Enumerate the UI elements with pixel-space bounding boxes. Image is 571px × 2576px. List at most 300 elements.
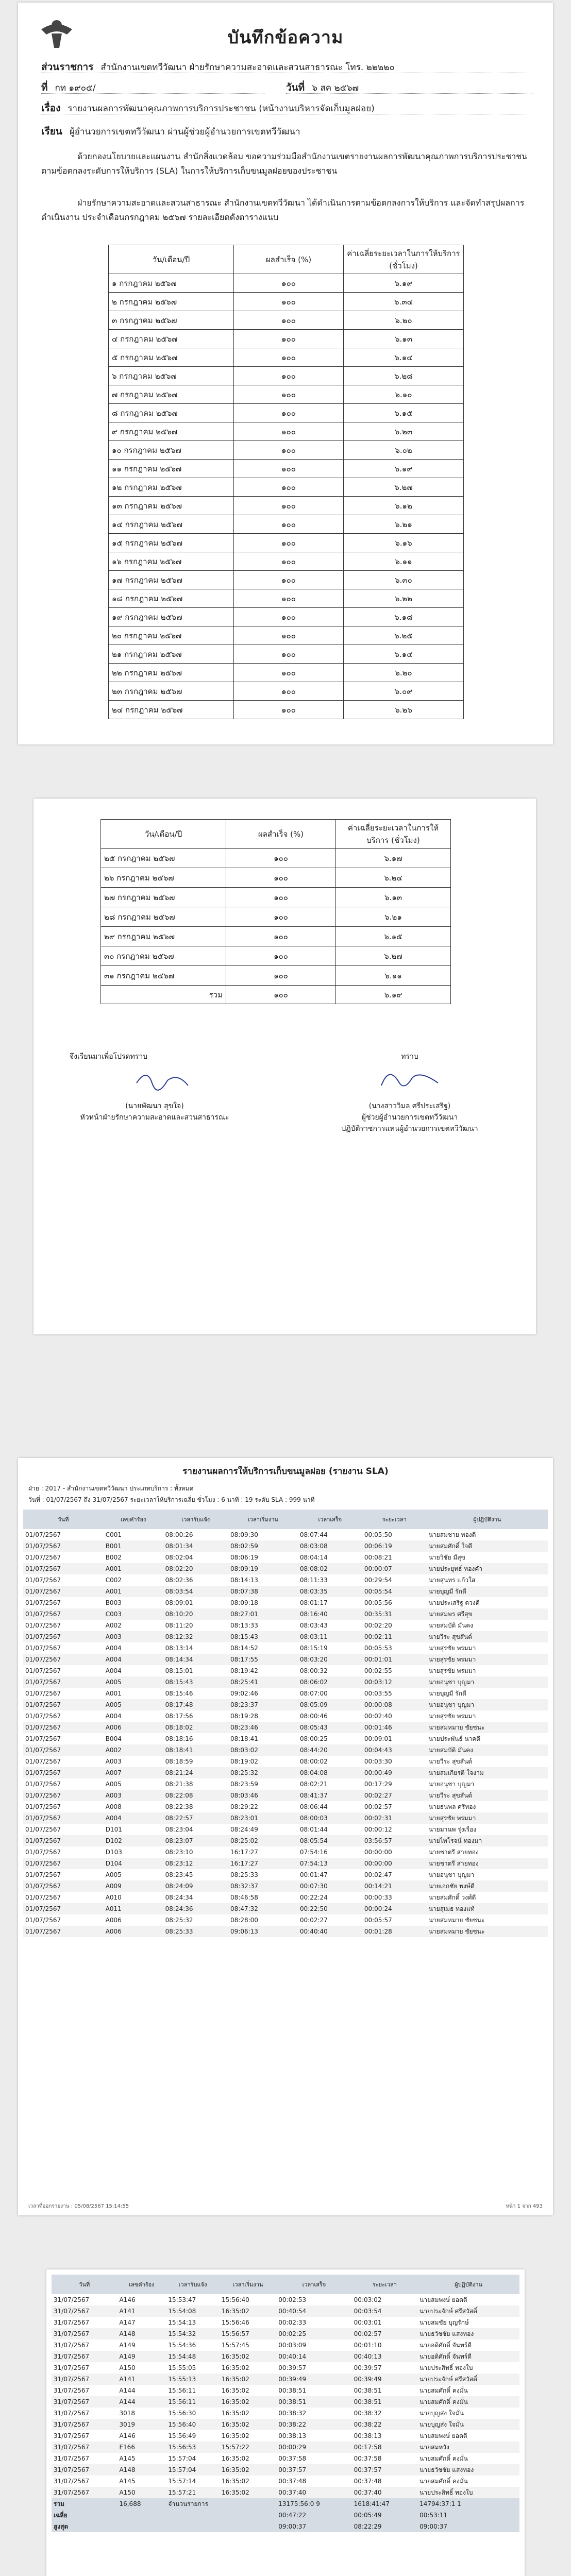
cell-staff: นายอนุชา บุญมา (427, 1676, 548, 1688)
row-avg: ๖.๑๐ (344, 385, 464, 404)
cell-duration: 00:37:40 (352, 2487, 417, 2498)
cell-finish: 08:16:40 (298, 1608, 362, 1620)
cell-date: 01/07/2567 (23, 1699, 104, 1710)
row-date: ๒๒ กรกฎาคม ๒๕๖๗ (109, 664, 234, 682)
summary-count (117, 2521, 166, 2532)
row-date: ๒๗ กรกฎาคม ๒๕๖๗ (101, 888, 226, 907)
cell-duration: 00:05:54 (362, 1586, 427, 1597)
cell-request-id: A004 (104, 1654, 163, 1665)
report-row (23, 1824, 548, 1835)
cell-start: 08:14:52 (230, 1645, 258, 1652)
total-avg: ๖.๑๙ (336, 986, 451, 1004)
left-signature-icon (131, 1062, 193, 1098)
cell-staff: นายอดิศักดิ์ จันทร์ดี (419, 2341, 472, 2349)
cell-duration: 00:02:47 (364, 1871, 392, 1878)
cell-date: 01/07/2567 (25, 1622, 61, 1629)
table-row (109, 404, 464, 422)
cell-duration: 00:01:46 (362, 1722, 427, 1733)
cell-date: 01/07/2567 (23, 1586, 104, 1597)
cell-request-id: D104 (104, 1858, 163, 1869)
cell-received: 08:23:07 (163, 1835, 228, 1846)
cell-date: 01/07/2567 (23, 1926, 104, 1937)
ref-value: กท ๑๙๐๕/ (55, 83, 96, 93)
cell-request-id: B002 (105, 1554, 122, 1561)
report-row (52, 2396, 519, 2408)
table-row (109, 682, 464, 701)
summary-total-1: 09:00:37 (278, 2523, 307, 2530)
cell-staff: นายธวัชชัย แสงทอง (417, 2464, 519, 2476)
cell-start: 16:35:02 (220, 2374, 276, 2385)
table-row (109, 664, 464, 682)
cell-request-id: A148 (117, 2464, 166, 2476)
row-pct: ๑๐๐ (234, 311, 344, 330)
right-sig-heading: ทราบ (401, 1053, 418, 1061)
cell-duration: 00:01:28 (362, 1926, 427, 1937)
row-pct: ๑๐๐ (226, 966, 336, 986)
row-date: ๒๕ กรกฎาคม ๒๕๖๗ (101, 849, 226, 868)
cell-duration: 00:39:49 (352, 2374, 417, 2385)
cell-start: 08:29:22 (230, 1803, 258, 1810)
cell-received: 15:54:36 (168, 2342, 196, 2349)
to-value: ผู้อำนวยการเขตทวีวัฒนา ผ่านผู้ช่วยผู้อำนวยการเขตทวีวัฒนา (69, 127, 300, 137)
cell-finish: 00:38:22 (276, 2419, 351, 2430)
dept-label: ส่วนราชการ (41, 61, 94, 73)
cell-date: 01/07/2567 (23, 1744, 104, 1756)
cell-start: 08:06:19 (230, 1554, 258, 1561)
row-date: ๒๙ กรกฎาคม ๒๕๖๗ (101, 927, 226, 946)
date-label: วันที่ (286, 82, 305, 93)
cell-finish: 08:41:37 (298, 1790, 362, 1801)
cell-finish: 00:02:27 (299, 1917, 328, 1924)
cell-staff: นายสมศักดิ์ คงมั่น (417, 2396, 519, 2408)
row-pct: ๑๐๐ (234, 330, 344, 348)
cell-received: 08:03:54 (163, 1586, 228, 1597)
cell-received: 08:10:20 (163, 1608, 228, 1620)
cell-start: 16:35:02 (221, 2387, 249, 2394)
report-row (23, 1586, 548, 1597)
cell-finish: 08:03:08 (298, 1540, 362, 1552)
cell-finish: 08:04:14 (299, 1554, 328, 1561)
row-date: ๒๖ กรกฎาคม ๒๕๖๗ (101, 868, 226, 888)
cell-start: 15:56:46 (221, 2319, 249, 2326)
cell-duration: 00:01:01 (362, 1654, 427, 1665)
table-row (109, 534, 464, 552)
row-date: ๑๙ กรกฎาคม ๒๕๖๗ (109, 608, 234, 626)
cell-duration: 00:38:13 (354, 2432, 382, 2439)
cell-date: 01/07/2567 (23, 1835, 104, 1846)
cell-date: 01/07/2567 (23, 1767, 104, 1778)
memo-paragraph-1: ด้วยกองนโยบายและแผนงาน สำนักสิ่งแวดล้อม ขอความร่วมมือสำนักงานเขตรายงานผลการพัฒนาคุณภาพการบริการประชาชน ตามข้อตกลงระดับการให้บริการ (SLA) ในการให้บริการเก็บขนมูลฝอยของประชาชน (41, 151, 528, 176)
cell-staff: นายสมพงษ์ ยอดดี (419, 2296, 467, 2303)
cell-duration: 00:14:21 (362, 1880, 427, 1892)
cell-received: 15:56:11 (168, 2387, 196, 2394)
summary-label: รวม (54, 2500, 65, 2507)
report-col-header: เวลาเริ่มงาน (220, 2275, 276, 2294)
cell-staff: นายสมหวัง (417, 2442, 519, 2453)
cell-received: 15:56:11 (166, 2396, 220, 2408)
report-row (23, 1801, 548, 1812)
cell-date: 01/07/2567 (23, 1722, 104, 1733)
cell-duration: 00:00:00 (364, 1849, 392, 1856)
cell-finish: 00:37:58 (278, 2455, 307, 2462)
to-label: เรียน (41, 126, 62, 137)
cell-duration: 00:17:29 (364, 1781, 392, 1788)
cell-duration: 00:02:31 (362, 1812, 427, 1824)
report-row (52, 2430, 519, 2442)
report-row (23, 1710, 548, 1722)
cell-start: 08:25:33 (230, 1871, 258, 1878)
row-pct: ๑๐๐ (234, 348, 344, 367)
row-date: ๔ กรกฎาคม ๒๕๖๗ (109, 330, 234, 348)
cell-received: 08:23:10 (165, 1849, 193, 1856)
cell-duration: 00:02:40 (364, 1713, 392, 1720)
report-row (23, 1642, 548, 1654)
cell-start: 08:25:02 (228, 1835, 298, 1846)
cell-staff: นายชาตรี สายทอง (428, 1848, 479, 1856)
cell-request-id: A011 (104, 1903, 163, 1914)
report-row (52, 2294, 519, 2306)
cell-request-id: A141 (117, 2374, 166, 2385)
cell-finish: 00:22:50 (298, 1903, 362, 1914)
cell-date: 01/07/2567 (23, 1903, 104, 1914)
cell-received: 15:56:30 (168, 2410, 196, 2417)
row-avg: ๖.๑๙ (344, 460, 464, 478)
cell-duration: 00:00:49 (362, 1767, 427, 1778)
cell-date: 31/07/2567 (52, 2487, 117, 2498)
cell-request-id: A004 (104, 1812, 163, 1824)
cell-duration: 00:00:00 (362, 1858, 427, 1869)
cell-staff: นายสมหมาย ชัยชนะ (427, 1926, 548, 1937)
summary-count: 16,688 (119, 2500, 141, 2507)
cell-finish: 00:39:49 (276, 2374, 351, 2385)
cell-request-id: A003 (105, 1758, 122, 1765)
table-row (109, 348, 464, 367)
cell-duration: 00:02:57 (352, 2328, 417, 2340)
row-date: ๑๒ กรกฎาคม ๒๕๖๗ (109, 478, 234, 497)
cell-request-id: A002 (104, 1744, 163, 1756)
cell-staff: นายสมศักดิ์ วงศ์ดี (428, 1893, 476, 1901)
cell-staff: นายสมพร ศรีสุข (427, 1608, 548, 1620)
cell-start: 08:25:41 (228, 1676, 298, 1688)
row-avg: ๖.๒๗ (336, 946, 451, 966)
cell-duration: 00:38:22 (352, 2419, 417, 2430)
row-pct: ๑๐๐ (234, 608, 344, 626)
row-avg: ๖.๑๓ (344, 330, 464, 348)
row-avg: ๖.๒๑ (336, 907, 451, 927)
cell-received: 15:54:32 (166, 2328, 220, 2340)
cell-duration: 00:02:57 (364, 1803, 392, 1810)
cell-staff: นายสมศักดิ์ คงมั่น (419, 2477, 468, 2485)
cell-finish: 08:01:17 (299, 1599, 328, 1606)
cell-finish: 08:07:44 (299, 1531, 328, 1538)
table-row (109, 552, 464, 571)
cell-date: 01/07/2567 (25, 1917, 61, 1924)
cell-received: 15:57:04 (166, 2464, 220, 2476)
cell-finish: 00:22:24 (299, 1894, 328, 1901)
cell-received: 08:18:02 (163, 1722, 228, 1733)
cell-finish: 08:15:19 (299, 1645, 328, 1652)
row-pct: ๑๐๐ (226, 849, 336, 868)
report-row (52, 2317, 519, 2328)
summary-label: เฉลี่ย (54, 2511, 68, 2519)
ref-label: ที่ (41, 82, 48, 93)
report-row (52, 2340, 519, 2351)
cell-date: 01/07/2567 (25, 1781, 61, 1788)
cell-start: 08:15:43 (228, 1631, 298, 1642)
summary-total-1: 13175:56:0 9 (278, 2500, 320, 2507)
cell-start: 08:03:02 (228, 1744, 298, 1756)
row-pct: ๑๐๐ (234, 422, 344, 441)
cell-finish: 00:00:29 (276, 2442, 351, 2453)
report-row (23, 1926, 548, 1937)
table-row (109, 589, 464, 608)
cell-start: 16:35:02 (220, 2351, 276, 2362)
report-row (23, 1812, 548, 1824)
cell-received: 08:17:56 (165, 1713, 193, 1720)
cell-staff: นายประสิทธิ์ ทองใบ (419, 2364, 473, 2371)
cell-received: 08:17:48 (163, 1699, 228, 1710)
table-row (101, 849, 451, 868)
cell-received: 08:13:14 (165, 1645, 193, 1652)
cell-start: 16:35:02 (220, 2396, 276, 2408)
summary-row (52, 2510, 519, 2521)
cell-date: 01/07/2567 (23, 1563, 104, 1574)
cell-date: 01/07/2567 (23, 1608, 104, 1620)
cell-request-id: A145 (119, 2478, 136, 2485)
cell-staff: นายวีระ สุขสันต์ (428, 1757, 472, 1765)
cell-finish: 08:00:03 (298, 1812, 362, 1824)
row-pct: ๑๐๐ (226, 868, 336, 888)
cell-staff: นายสมหมาย ชัยชนะ (428, 1916, 485, 1924)
row-pct: ๑๐๐ (234, 441, 344, 460)
row-pct: ๑๐๐ (234, 701, 344, 719)
cell-staff: นายสมเกียรติ ใจงาม (427, 1767, 548, 1778)
right-signature-block (322, 1051, 497, 1134)
cell-finish: 08:00:25 (299, 1735, 328, 1742)
cell-staff: นายสุรชัย พรมมา (428, 1712, 476, 1720)
cell-staff: นายสุรชัย พรมมา (428, 1644, 476, 1652)
row-date: ๒๐ กรกฎาคม ๒๕๖๗ (109, 626, 234, 645)
row-avg: ๖.๑๔ (344, 348, 464, 367)
table-row (109, 330, 464, 348)
report-row (52, 2362, 519, 2374)
row-date: ๑๓ กรกฎาคม ๒๕๖๗ (109, 497, 234, 515)
cell-request-id: A002 (105, 1622, 122, 1629)
cell-finish: 00:02:53 (278, 2296, 307, 2303)
report-row (23, 1552, 548, 1563)
table-row (109, 515, 464, 534)
row-pct: ๑๐๐ (234, 682, 344, 701)
cell-received: 08:09:01 (165, 1599, 193, 1606)
cell-start: 16:35:02 (221, 2364, 249, 2371)
cell-finish: 00:38:13 (278, 2432, 307, 2439)
report-col-header: เลขคำร้อง (117, 2275, 166, 2294)
cell-staff: นายบุญส่ง ใจมั่น (419, 2409, 464, 2417)
cell-staff: นายสมบัติ มั่นคง (427, 1744, 548, 1756)
cell-staff: นายสมศักดิ์ ใจดี (427, 1540, 548, 1552)
report-row (52, 2351, 519, 2362)
right-sig-position-2: ปฏิบัติราชการแทนผู้อำนวยการเขตทวีวัฒนา (341, 1125, 478, 1133)
row-date: ๑ กรกฎาคม ๒๕๖๗ (109, 274, 234, 293)
cell-request-id: A150 (117, 2487, 166, 2498)
cell-duration: 00:05:53 (364, 1645, 392, 1652)
cell-staff: นายวีระ สุขสันต์ (427, 1790, 548, 1801)
cell-start: 15:57:22 (220, 2442, 276, 2453)
cell-start: 08:18:41 (230, 1735, 258, 1742)
cell-request-id: A005 (104, 1676, 163, 1688)
subject-value: รายงานผลการพัฒนาคุณภาพการบริการประชาชน (หน้างานบริหารจัดเก็บมูลฝอย) (68, 104, 375, 114)
cell-received: 08:24:34 (165, 1894, 193, 1901)
subject-label: เรื่อง (41, 103, 61, 114)
cell-finish: 00:37:40 (276, 2487, 351, 2498)
cell-staff: นายอนุชา บุญมา (428, 1780, 475, 1788)
cell-start: 15:57:45 (221, 2342, 249, 2349)
cell-finish: 08:04:08 (298, 1767, 362, 1778)
cell-finish: 08:03:43 (299, 1622, 328, 1629)
cell-staff: นายประเสริฐ ดวงดี (428, 1599, 480, 1606)
cell-start: 08:09:30 (230, 1531, 258, 1538)
row-pct: ๑๐๐ (234, 274, 344, 293)
report-row (23, 1767, 548, 1778)
cell-request-id: D101 (105, 1826, 122, 1833)
report-table (23, 1510, 548, 1937)
cell-duration: 00:03:30 (364, 1758, 392, 1765)
row-pct: ๑๐๐ (226, 888, 336, 907)
cell-start: 16:17:27 (230, 1849, 258, 1856)
cell-duration: 00:35:31 (362, 1608, 427, 1620)
row-date: ๖ กรกฎาคม ๒๕๖๗ (109, 367, 234, 385)
row-avg: ๖.๒๔ (336, 868, 451, 888)
cell-finish: 07:54:16 (299, 1849, 328, 1856)
cell-finish: 08:05:09 (298, 1699, 362, 1710)
row-avg: ๖.๒๓ (344, 422, 464, 441)
cell-staff: นายธนพล ศรีทอง (428, 1803, 476, 1810)
cell-start: 08:32:37 (228, 1880, 298, 1892)
cell-duration: 00:00:08 (362, 1699, 427, 1710)
total-row (101, 986, 451, 1004)
summary-total-3: 14794:37:1 1 (419, 2500, 461, 2507)
cell-start: 08:46:58 (230, 1894, 258, 1901)
report-col-header: เวลารับแจ้ง (166, 2275, 220, 2294)
cell-request-id: B001 (104, 1540, 163, 1552)
cell-finish: 00:07:30 (298, 1880, 362, 1892)
row-date: ๓๐ กรกฎาคม ๒๕๖๗ (101, 946, 226, 966)
cell-finish: 00:03:09 (278, 2342, 307, 2349)
cell-date: 01/07/2567 (25, 1849, 61, 1856)
summary-total-3: 00:53:11 (419, 2512, 448, 2519)
cell-start: 16:35:02 (220, 2487, 276, 2498)
cell-received: 08:02:20 (163, 1563, 228, 1574)
cell-date: 01/07/2567 (23, 1858, 104, 1869)
cell-duration: 00:09:01 (364, 1735, 392, 1742)
report-row (23, 1914, 548, 1926)
cell-received: 08:11:20 (165, 1622, 193, 1629)
cell-request-id: A004 (105, 1645, 122, 1652)
report-row (23, 1790, 548, 1801)
cell-duration: 00:02:27 (362, 1790, 427, 1801)
cell-start: 16:35:02 (220, 2419, 276, 2430)
row-avg: ๖.๒๑ (344, 515, 464, 534)
report-row (23, 1631, 548, 1642)
left-sig-name: (นายพัฒนา สุขใจ) (125, 1102, 184, 1110)
report-row (23, 1608, 548, 1620)
table-row (109, 441, 464, 460)
cell-staff: นายสมชาย ทองดี (428, 1531, 476, 1538)
cell-staff: นายเอกชัย พงษ์ดี (427, 1880, 548, 1892)
cell-duration: 00:38:51 (352, 2396, 417, 2408)
memo-table-part1 (108, 245, 464, 719)
cell-received: 08:22:38 (165, 1803, 193, 1810)
cell-staff: นายวิชัย มีสุข (428, 1553, 465, 1561)
summary-total-2: 1618:41:47 (354, 2500, 390, 2507)
cell-finish: 00:02:25 (276, 2328, 351, 2340)
report-row (52, 2328, 519, 2340)
row-pct: ๑๐๐ (234, 497, 344, 515)
table-row (109, 293, 464, 311)
memo-dept-row (41, 59, 532, 73)
report-row (52, 2442, 519, 2453)
report-row (52, 2453, 519, 2464)
report-col-header: ระยะเวลา (352, 2275, 417, 2294)
cell-received: 08:15:01 (165, 1667, 193, 1674)
col-avg-header: ค่าเฉลี่ยระยะเวลาในการให้บริการ (ชั่วโมง) (336, 820, 451, 849)
cell-request-id: E166 (117, 2442, 166, 2453)
report-row (23, 1654, 548, 1665)
report-row (23, 1733, 548, 1744)
cell-request-id: A009 (104, 1880, 163, 1892)
memo-page-2 (33, 799, 536, 1334)
cell-date: 01/07/2567 (25, 1826, 61, 1833)
table-row (109, 422, 464, 441)
cell-finish: 00:38:51 (278, 2387, 307, 2394)
report-row (23, 1574, 548, 1586)
table-row (109, 460, 464, 478)
row-avg: ๖.๑๘ (344, 608, 464, 626)
cell-request-id: A006 (104, 1722, 163, 1733)
row-date: ๑๖ กรกฎาคม ๒๕๖๗ (109, 552, 234, 571)
cell-staff: นายประสิทธิ์ ทองใบ (417, 2487, 519, 2498)
cell-start: 08:03:46 (228, 1790, 298, 1801)
cell-duration: 00:03:02 (354, 2296, 382, 2303)
cell-date: 01/07/2567 (23, 1631, 104, 1642)
cell-date: 31/07/2567 (54, 2387, 90, 2394)
cell-received: 08:02:04 (165, 1554, 193, 1561)
cell-received: 08:24:36 (163, 1903, 228, 1914)
left-sig-heading: จึงเรียนมาเพื่อโปรดทราบ (70, 1053, 148, 1061)
cell-start: 08:25:32 (228, 1767, 298, 1778)
cell-request-id: A146 (119, 2432, 136, 2439)
row-date: ๑๐ กรกฎาคม ๒๕๖๗ (109, 441, 234, 460)
row-pct: ๑๐๐ (234, 478, 344, 497)
right-sig-position-1: ผู้ช่วยผู้อำนวยการเขตทวีวัฒนา (361, 1113, 458, 1122)
cell-duration: 00:40:13 (352, 2351, 417, 2362)
cell-received: 08:14:34 (163, 1654, 228, 1665)
table-row (109, 645, 464, 664)
row-avg: ๖.๒๖ (344, 701, 464, 719)
row-date: ๑๔ กรกฎาคม ๒๕๖๗ (109, 515, 234, 534)
table-row (109, 497, 464, 515)
cell-staff: นายประจักษ์ ศรีสวัสดิ์ (417, 2374, 519, 2385)
report-col-header: วันที่ (52, 2275, 117, 2294)
cell-duration: 00:06:19 (362, 1540, 427, 1552)
row-pct: ๑๐๐ (234, 645, 344, 664)
cell-staff: นายอดิศักดิ์ จันทร์ดี (417, 2351, 519, 2362)
cell-received: 08:25:32 (165, 1917, 193, 1924)
cell-received: 08:01:34 (163, 1540, 228, 1552)
row-date: ๒๘ กรกฎาคม ๒๕๖๗ (101, 907, 226, 927)
summary-count-label (166, 2521, 276, 2532)
cell-finish: 00:02:33 (278, 2319, 307, 2326)
